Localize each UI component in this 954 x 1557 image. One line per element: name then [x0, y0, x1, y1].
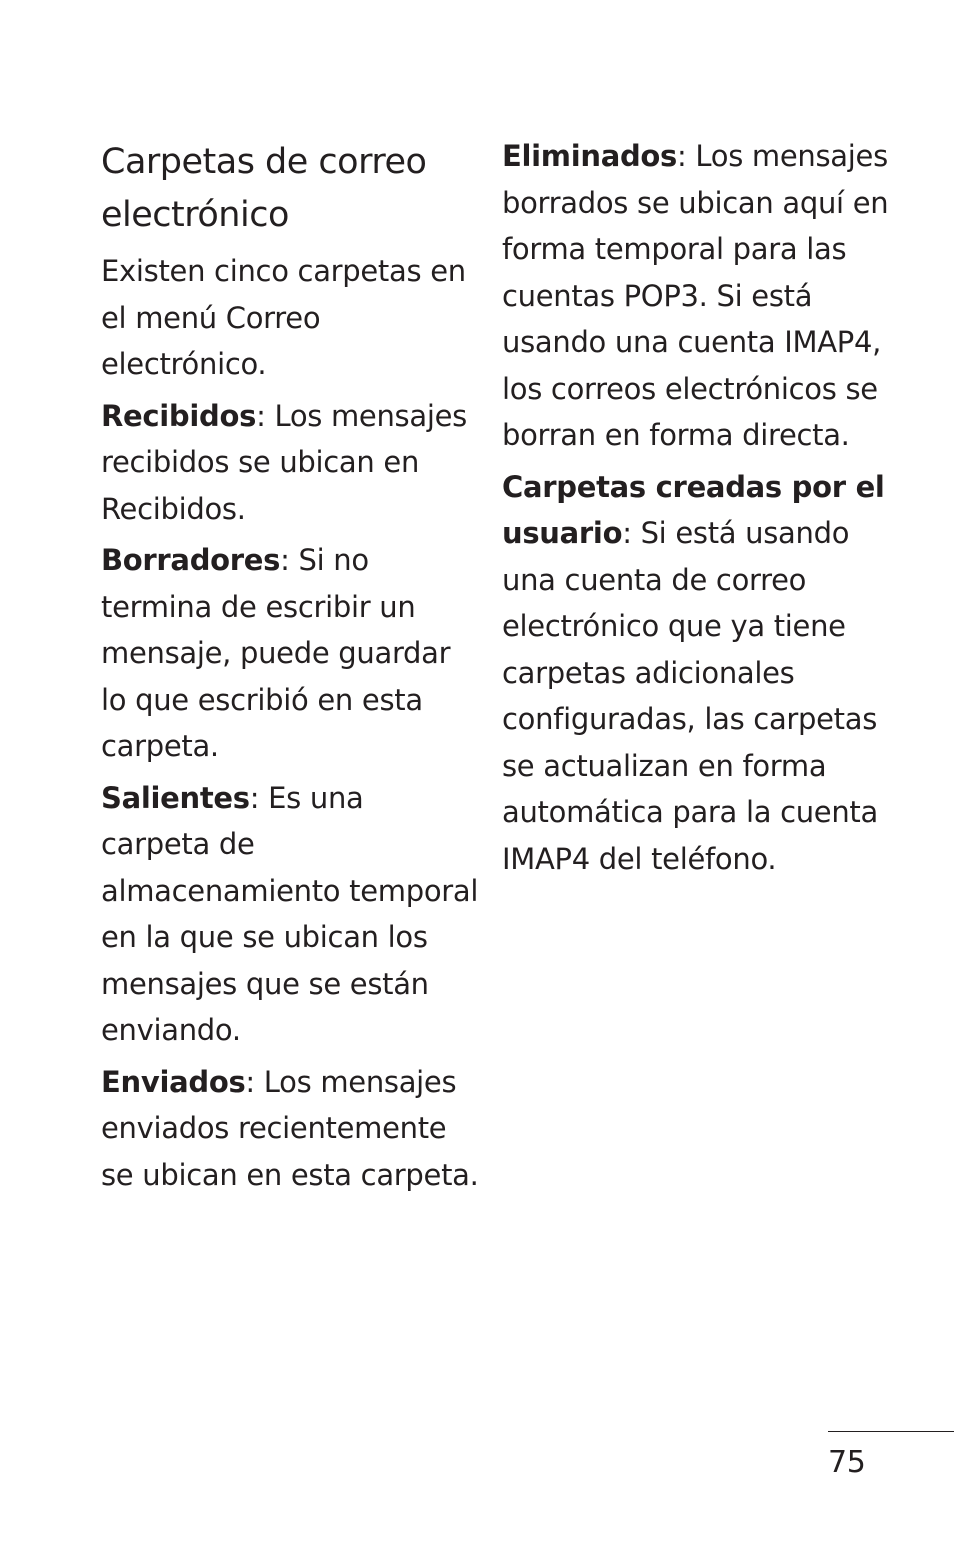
folder-term: Borradores: [101, 543, 281, 577]
section-heading-line-1: Carpetas de correo: [101, 142, 427, 182]
intro-paragraph: Existen cinco carpetas en el menú Correo electrónico.: [101, 254, 466, 381]
folder-item-user-folders: [502, 464, 902, 883]
right-column: [502, 133, 902, 887]
folder-term: Salientes: [101, 780, 250, 815]
folder-description: : Si no termina de escribir un mensaje, puede guardar lo que escribió en esta carpeta.: [101, 543, 451, 763]
folder-description: : Los mensajes borrados se ubican aquí en forma temporal para las cuentas POP3. Si está usando una cuenta IMAP4, los correos electrónicos se borran en forma directa.: [502, 139, 889, 452]
folder-term: Recibidos: [101, 398, 257, 433]
folder-item-eliminados: [502, 133, 902, 459]
left-column: [101, 136, 481, 1203]
folder-item-recibidos: [101, 393, 481, 533]
folder-description: : Los mensajes enviados recientemente se ubican en esta carpeta.: [101, 1064, 479, 1192]
folder-description: : Los mensajes recibidos se ubican en Recibidos.: [101, 398, 467, 526]
folder-item-enviados: [101, 1059, 481, 1199]
footer-divider: [828, 1431, 954, 1432]
folder-term: Eliminados: [502, 139, 678, 173]
section-heading-line-2: electrónico: [101, 195, 289, 235]
section-heading: [101, 136, 481, 242]
folder-description: : Si está usando una cuenta de correo electrónico que ya tiene carpetas adicionales configuradas, las carpetas se actualizan en forma automática para la cuenta IMAP4 del teléfono.: [502, 516, 878, 876]
folder-term: Enviados: [101, 1064, 246, 1099]
page-number: 75: [828, 1445, 866, 1480]
folder-item-borradores: [101, 537, 481, 770]
folder-term: Carpetas creadas por el usuario: [502, 469, 885, 550]
folder-description: : Es una carpeta de almacenamiento temporal en la que se ubican los mensajes que se están enviando.: [101, 780, 479, 1047]
folder-item-salientes: [101, 775, 481, 1054]
